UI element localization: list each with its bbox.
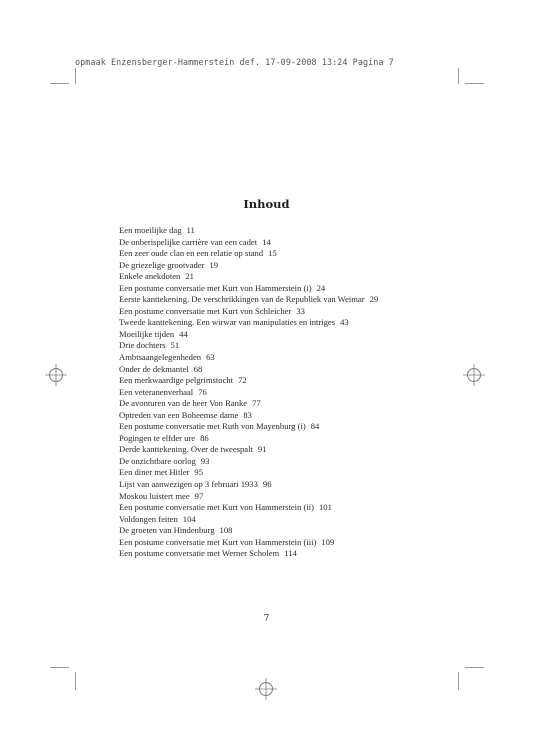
toc-entry	[119, 317, 449, 329]
toc-entry	[119, 260, 449, 272]
toc-entry	[119, 364, 449, 376]
toc-entry-page: 63	[206, 352, 215, 363]
toc-entry-title: Derde kanttekening. Over de tweespalt	[119, 444, 253, 455]
crop-mark-top-right-v	[458, 68, 459, 84]
toc-entry-page: 51	[170, 340, 180, 351]
toc-entry	[119, 271, 449, 283]
toc-entry-title: Moeilijke tijden	[119, 328, 175, 339]
toc-entry-title: De avonturen van de heer Von Ranke	[119, 398, 248, 409]
print-slug: opmaak Enzensberger-Hammerstein def. 17-09-2008 13:24 Pagina 7	[75, 57, 394, 67]
crop-mark-bottom-right-h	[465, 667, 484, 668]
toc-entry	[119, 387, 449, 399]
toc-entry-page: 14	[262, 236, 271, 247]
crop-mark-bottom-left-v	[75, 672, 76, 690]
toc-entry-page: 19	[209, 259, 219, 270]
toc-entry	[119, 456, 449, 468]
toc-entry-title: Een diner met Hitler	[119, 467, 190, 478]
toc-entry-page: 104	[182, 513, 196, 524]
toc-entry	[119, 525, 449, 537]
toc-entry-page: 96	[262, 479, 272, 490]
toc-entry-page: 91	[257, 444, 267, 455]
toc-entry	[119, 548, 449, 560]
toc-entry-page: 43	[340, 317, 349, 328]
toc-entry-page: 101	[318, 502, 332, 513]
toc-entry	[119, 479, 449, 491]
toc-entry	[119, 352, 449, 364]
toc-entry-title: Een veteranenverhaal	[119, 386, 194, 397]
toc-entry	[119, 225, 449, 237]
toc-entry	[119, 306, 449, 318]
toc-entry-page: 114	[284, 548, 297, 559]
toc-entry-title: Eerste kanttekening. De verschrikkingen van de Republiek van Weimar	[119, 294, 365, 305]
toc-entry-title: Een postume conversatie met Kurt von Hammerstein (i)	[119, 282, 312, 293]
toc-entry-page: 11	[186, 225, 195, 235]
crop-mark-bottom-left-h	[50, 667, 69, 668]
toc-entry-title: Enkele anekdoten	[119, 271, 181, 282]
toc-entry-title: Een postume conversatie met Kurt von Schleicher	[119, 305, 292, 316]
toc-entry-page: 93	[200, 455, 210, 466]
toc-entry-title: Tweede kanttekening. Een wirwar van manipulaties en intriges	[119, 317, 336, 328]
toc-entry-title: De onzichtbare oorlog	[119, 455, 196, 466]
toc-entry	[119, 444, 449, 456]
toc-entry-page: 77	[252, 398, 261, 409]
toc-entry	[119, 329, 449, 341]
toc-entry-title: Een postume conversatie met Werner Scholem	[119, 548, 280, 559]
toc-entry-page: 21	[185, 271, 194, 282]
toc-entry-title: Voldongen feiten	[119, 513, 178, 524]
toc-entry-title: Drie dochters	[119, 340, 166, 351]
toc-entry-title: Een merkwaardige pelgrimstocht	[119, 375, 234, 386]
toc-entry-page: 76	[198, 386, 207, 397]
crop-mark-bottom-right-v	[458, 672, 459, 690]
toc-entry-title: Moskou luistert mee	[119, 490, 190, 501]
registration-mark-bottom-icon	[255, 678, 277, 700]
toc-entry-page: 29	[369, 294, 379, 305]
toc-entry	[119, 340, 449, 352]
crop-mark-top-left-v	[75, 68, 76, 84]
toc-entry-title: Een postume conversatie met Ruth von Mayenburg (i)	[119, 421, 306, 432]
toc-entry-title: Een postume conversatie met Kurt von Hammerstein (ii)	[119, 502, 314, 513]
toc-entry	[119, 537, 449, 549]
toc-entry	[119, 421, 449, 433]
toc-entry-title: Een postume conversatie met Kurt von Hammerstein (iii)	[119, 536, 317, 547]
toc-entry-title: Een zeer oude clan en een relatie op stand	[119, 248, 264, 259]
toc-entry-page: 44	[179, 328, 188, 339]
crop-mark-top-left-h	[50, 83, 69, 84]
toc-entry-title: Pogingen te elfder ure	[119, 432, 196, 443]
toc-entry-page: 83	[243, 409, 252, 420]
table-of-contents	[119, 225, 449, 560]
toc-entry-page: 24	[316, 282, 326, 293]
crop-mark-top-right-h	[465, 83, 484, 84]
toc-entry	[119, 375, 449, 387]
toc-entry-page: 109	[321, 536, 335, 547]
toc-entry	[119, 433, 449, 445]
page-number: 7	[263, 614, 270, 624]
toc-entry-page: 95	[194, 467, 203, 478]
registration-mark-right-icon	[463, 364, 485, 386]
toc-entry-title: De onberispelijke carrière van een cadet	[119, 236, 258, 247]
toc-entry	[119, 514, 449, 526]
toc-entry-page: 86	[200, 432, 209, 443]
toc-entry-page: 68	[193, 363, 203, 374]
toc-entry-title: De griezelige grootvader	[119, 259, 205, 270]
registration-mark-left-icon	[45, 364, 67, 386]
toc-entry	[119, 294, 449, 306]
toc-entry-page: 84	[310, 421, 320, 432]
toc-entry-page: 108	[219, 525, 233, 536]
toc-entry-page: 72	[238, 375, 247, 386]
page-title: Inhoud	[243, 197, 290, 211]
toc-entry-title: Ambtsaangelegenheden	[119, 352, 202, 363]
toc-entry	[119, 491, 449, 503]
toc-entry	[119, 398, 449, 410]
toc-entry	[119, 502, 449, 514]
toc-entry-title: Optreden van een Boheemse dame	[119, 409, 239, 420]
toc-entry-title: Onder de dekmantel	[119, 363, 189, 374]
toc-entry	[119, 467, 449, 479]
toc-entry	[119, 248, 449, 260]
toc-entry-title: De groeten van Hindenburg	[119, 525, 215, 536]
toc-entry-page: 33	[296, 305, 305, 316]
toc-entry	[119, 237, 449, 249]
toc-entry-page: 97	[194, 490, 204, 501]
toc-entry	[119, 410, 449, 422]
toc-entry-page: 15	[268, 248, 277, 259]
toc-entry-title: Lijst van aanwezigen op 3 februari 1933	[119, 479, 258, 490]
toc-entry	[119, 283, 449, 295]
toc-entry-title: Een moeilijke dag	[119, 225, 182, 235]
